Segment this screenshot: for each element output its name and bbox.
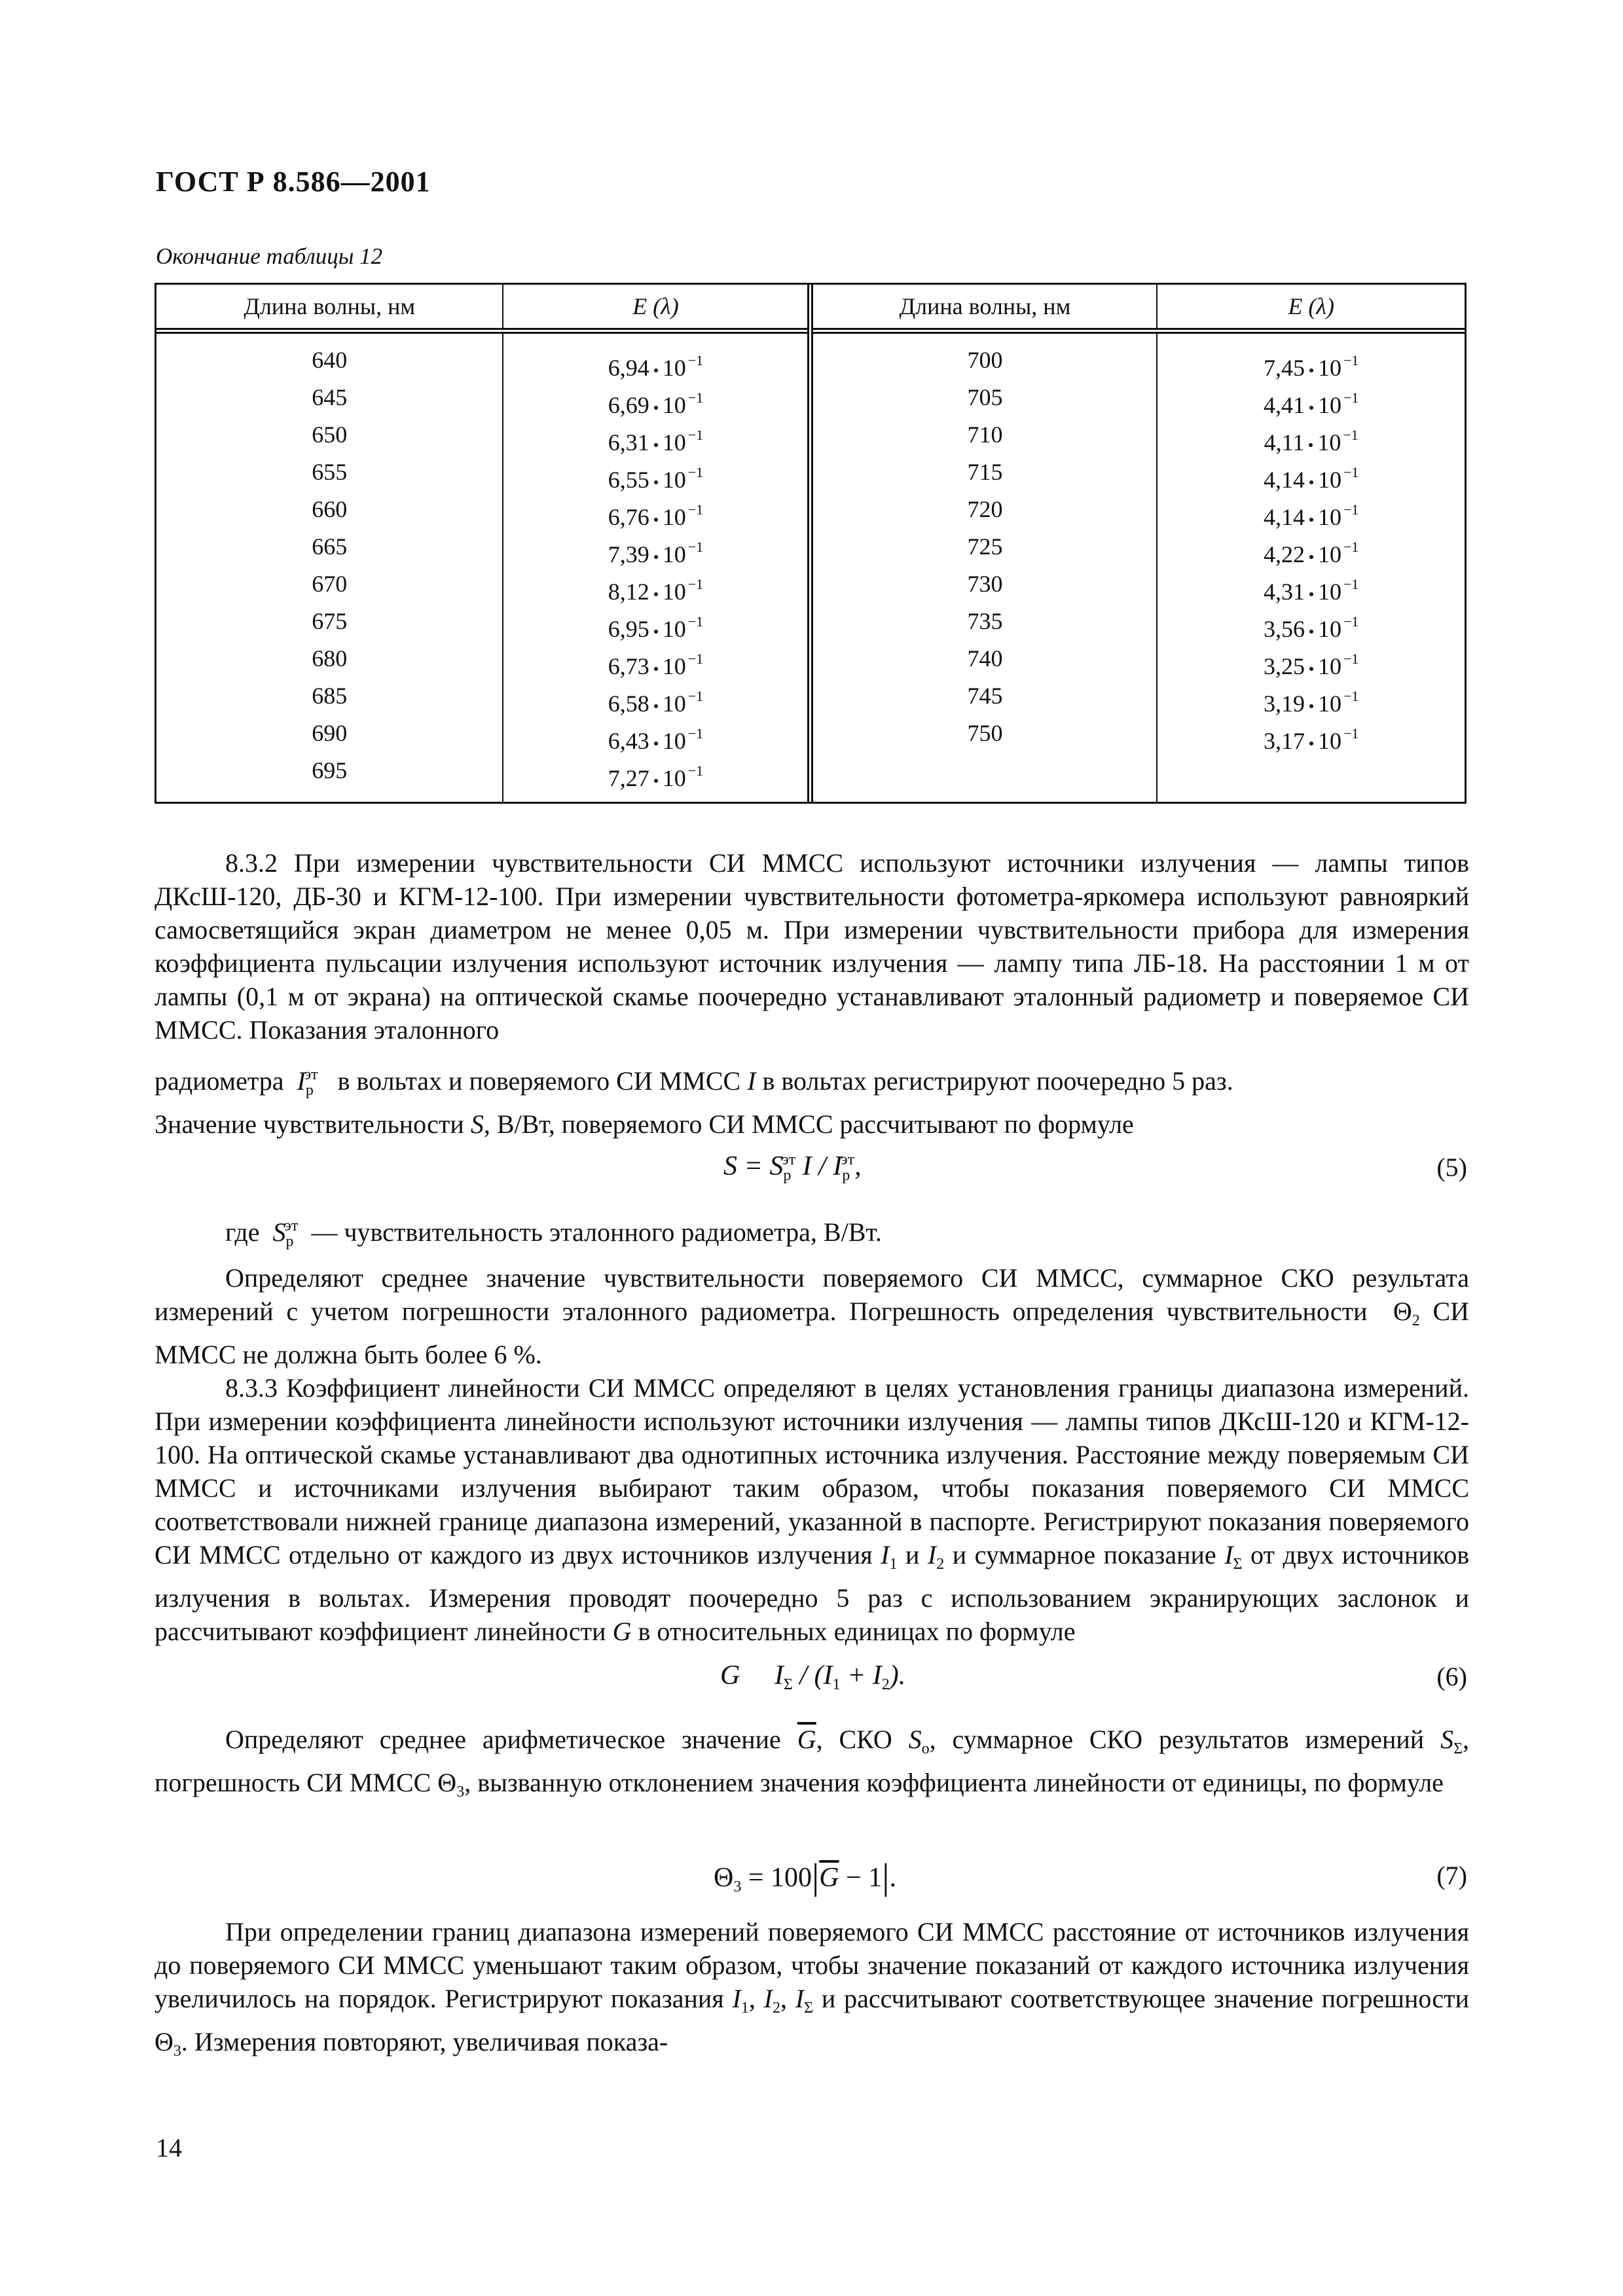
- e-column-left: [503, 331, 811, 802]
- table-cell-wavelength: 735: [967, 608, 1003, 634]
- table-cell-wavelength: 645: [312, 384, 348, 410]
- formula-7: $\Theta_3 = 100|\overline{G} - 1|$.: [714, 1857, 896, 1897]
- table-caption: Окончание таблицы 12: [156, 243, 383, 269]
- table-cell-wavelength: 660: [312, 496, 348, 522]
- table-cell-wavelength: 655: [312, 459, 348, 485]
- table-cell-e-value: 4,31 10 $^{-1}$: [1264, 576, 1359, 605]
- table-cell-wavelength: 690: [312, 720, 348, 746]
- table-cell-wavelength: 680: [312, 645, 348, 672]
- table-cell-wavelength: 670: [312, 571, 348, 597]
- formula-5: $S = S_р^{эт}$ I / $I_р^{эт}$,: [723, 1151, 862, 1184]
- table-cell-e-value: 7,27 10 $^{-1}$: [608, 762, 704, 791]
- table-cell-wavelength: 720: [967, 496, 1003, 522]
- table-cell-wavelength: 750: [967, 720, 1003, 746]
- table-cell-wavelength: 650: [312, 422, 348, 448]
- col-header-e-right: E (λ): [1288, 293, 1334, 319]
- formula-7-number: (7): [1436, 1861, 1467, 1890]
- paragraph-determine-sensitivity: где $S_р^{эт}$ — чувствительность эталонного радиометра, В/Вт. Определяют среднее значение чувствительности поверяемого СИ ММСС, суммарное СКО результата измерений с учетом погрешности эталонного радиометра. Погрешность определения чувствительности $\Theta_2$ СИ ММСС не должна быть более 6 %. 8.3.3 Коэффициент линейности СИ ММСС определяют в целях установления границы диапазона измерений. При измерении коэффициента линейности используют источники излучения — лампы типов ДКсШ-120 и КГМ-12-100. На оптической скамье устанавливают два однотипных источника излучения. Расстояние между поверяемым СИ ММСС и источниками излучения выбирают таким образом, чтобы показания поверяемого СИ ММСС соответствовали нижней границе диапазона измерений, указанной в паспорте. Регистрируют показания поверяемого СИ ММСС отдельно от каждого из двух источников излучения $I_1$ и $I_2$ и суммарное показание $I_\Sigma$ от двух источников излучения в вольтах. Измерения проводят поочередно 5 раз с использованием экранирующих заслонок и рассчитывают коэффициент линейности G в относительных единицах по формуле: [155, 1217, 1470, 1646]
- table-cell-e-value: 4,22 10 $^{-1}$: [1264, 539, 1359, 567]
- table-cell-wavelength: 710: [967, 422, 1003, 448]
- document-header: ГОСТ Р 8.586—2001: [156, 166, 431, 198]
- table-cell-e-value: 7,39 10 $^{-1}$: [608, 539, 704, 567]
- formula-6: G $I_\Sigma / (I_1 + I_2)$.: [720, 1660, 906, 1693]
- table-cell-e-value: 3,56 10 $^{-1}$: [1264, 613, 1359, 642]
- table-cell-wavelength: 730: [967, 571, 1003, 597]
- e-column-right: [1157, 331, 1465, 802]
- formula-5-number: (5): [1436, 1153, 1467, 1182]
- table-cell-e-value: 6,58 10 $^{-1}$: [608, 688, 704, 717]
- table-cell-e-value: 3,25 10 $^{-1}$: [1264, 651, 1359, 679]
- spectral-table: [155, 283, 1467, 804]
- table-cell-e-value: 4,14 10 $^{-1}$: [1264, 464, 1359, 493]
- table-cell-wavelength: 640: [312, 347, 348, 373]
- table-cell-e-value: 4,11 10 $^{-1}$: [1264, 427, 1359, 456]
- table-cell-wavelength: 715: [967, 459, 1003, 485]
- table-cell-wavelength: 665: [312, 533, 348, 560]
- wavelength-column-right: [811, 331, 1157, 802]
- page-number: 14: [156, 2133, 182, 2162]
- table-cell-e-value: 8,12 10 $^{-1}$: [608, 576, 704, 605]
- table-cell-e-value: 6,55 10 $^{-1}$: [608, 464, 704, 493]
- paragraph-range-boundaries: При определении границ диапазона измерений поверяемого СИ ММСС расстояние от источников излучения до поверяемого СИ ММСС уменьшают таким образом, чтобы значение показаний от каждого источника излучения увеличилось на порядок. Регистрируют показания $I_1$, $I_2$, $I_\Sigma$ и рассчитывают соответствующее значение погрешности $\Theta_3$. Измерения повторяют, увеличивая показа-: [155, 1917, 1470, 2060]
- col-header-wavelength-left: Длина волны, нм: [156, 285, 503, 331]
- col-header-e-left: E (λ): [503, 285, 811, 331]
- table-cell-wavelength: 675: [312, 608, 348, 634]
- table-cell-e-value: 6,73 10 $^{-1}$: [608, 651, 704, 679]
- table-cell-wavelength: 695: [312, 757, 348, 783]
- table-cell-wavelength: 740: [967, 645, 1003, 672]
- table-cell-e-value: 4,14 10 $^{-1}$: [1264, 501, 1359, 530]
- table-cell-wavelength: 685: [312, 683, 348, 709]
- table-cell-e-value: 6,43 10 $^{-1}$: [608, 725, 704, 754]
- table-cell-e-value: 6,95 10 $^{-1}$: [608, 613, 704, 642]
- table-cell-e-value: 3,19 10 $^{-1}$: [1264, 688, 1359, 717]
- formula-6-number: (6): [1436, 1662, 1467, 1691]
- paragraph-determine-linearity: Определяют среднее арифметическое значение $\overline{G}$, СКО $S_о$, суммарное СКО результатов измерений $S_\Sigma$, погрешность СИ ММСС $\Theta_3$, вызванную отклонением значения коэффициента линейности от единицы, по формуле: [155, 1725, 1470, 1801]
- table-cell-wavelength: 725: [967, 533, 1003, 560]
- table-cell-wavelength: 705: [967, 384, 1003, 410]
- col-header-wavelength-right: Длина волны, нм: [811, 285, 1157, 331]
- table-cell-e-value: 3,17 10 $^{-1}$: [1264, 725, 1359, 754]
- table-cell-e-value: 6,94 10 $^{-1}$: [608, 352, 704, 381]
- table-cell-e-value: 6,69 10 $^{-1}$: [608, 389, 704, 418]
- paragraph-8-3-2: 8.3.2 При измерении чувствительности СИ ММСС используют источники излучения — лампы типов ДКсШ-120, ДБ-30 и КГМ-12-100. При измерении чувствительности фотометра-яркомера используют равнояркий самосветящийся экран диаметром не менее 0,05 м. При измерении чувствительности прибора для измерения коэффициента пульсации излучения используют источник излучения — лампу типа ЛБ-18. На расстоянии 1 м от лампы (0,1 м от экрана) на оптической скамье поочередно устанавливают эталонный радиометр и поверяемое СИ ММСС. Показания эталонного радиометра $I_р^{эт}$ в вольтах и поверяемого СИ ММСС I в вольтах регистрируют поочередно 5 раз. Значение чувствительности S, В/Вт, поверяемого СИ ММСС рассчитывают по формуле: [155, 848, 1469, 1139]
- table-cell-e-value: 6,31 10 $^{-1}$: [608, 427, 704, 456]
- table-cell-wavelength: 700: [967, 347, 1003, 373]
- table-cell-e-value: 4,41 10 $^{-1}$: [1264, 389, 1359, 418]
- wavelength-column-left: [156, 331, 503, 802]
- table-cell-e-value: 6,76 10 $^{-1}$: [608, 501, 704, 530]
- table-cell-wavelength: 745: [967, 683, 1003, 709]
- table-cell-e-value: 7,45 10 $^{-1}$: [1264, 352, 1359, 381]
